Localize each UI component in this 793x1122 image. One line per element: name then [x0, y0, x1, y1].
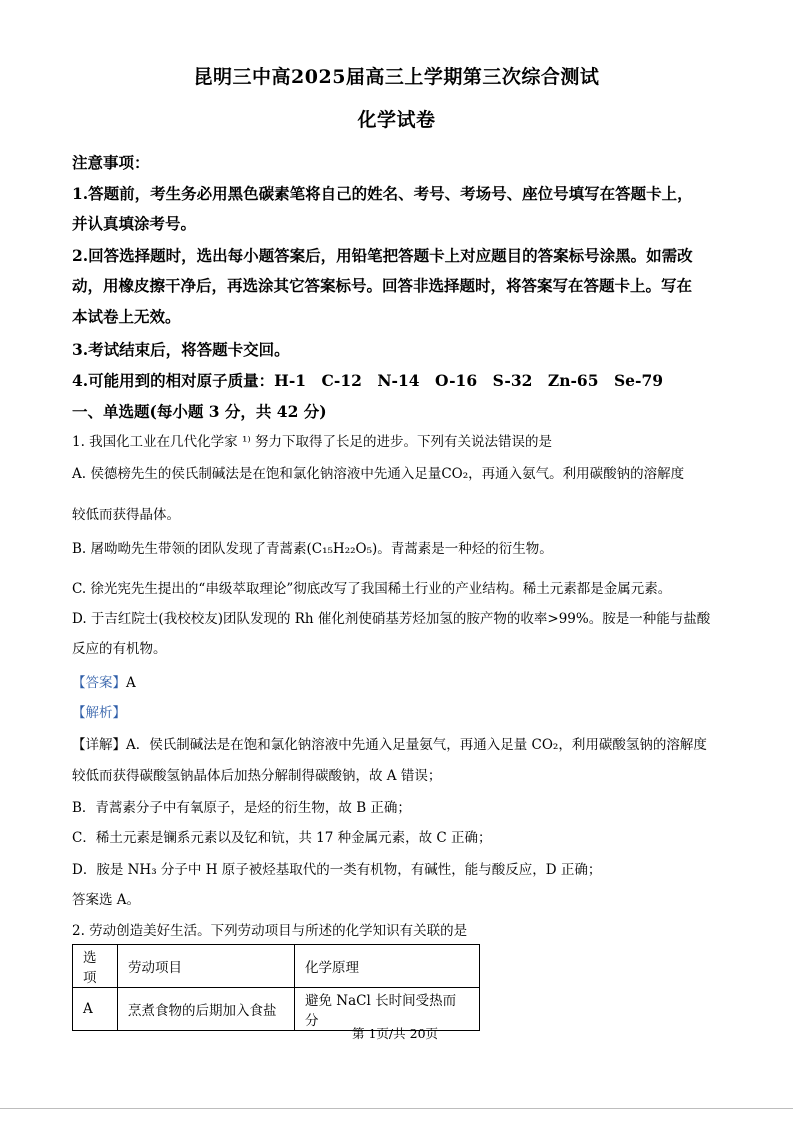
table-header: 化学原理: [295, 945, 480, 988]
answer-row: [72, 671, 136, 691]
detail-line: [72, 733, 707, 753]
question-1-stem: 1. 我国化工业在几代化学家 ¹⁾ 努力下取得了长足的进步。下列有关说法错误的是: [72, 434, 552, 450]
table-header-row: [73, 945, 480, 988]
question-2-stem: 2. 劳动创造美好生活。下列劳动项目与所述的化学知识有关联的是: [72, 923, 468, 939]
table-cell: 避免 NaCl 长时间受热而分: [295, 988, 480, 1031]
table-header: 选项: [73, 945, 118, 988]
conclusion: 答案选 A。: [72, 892, 141, 908]
notes-line: 动，用橡皮擦干净后，再选涂其它答案标号。回答非选择题时，将答案写在答题卡上。写在: [72, 276, 693, 295]
analysis-label: 【解析】: [72, 705, 126, 721]
notes-line: 4.可能用到的相对原子质量：H-1 C-12 N-14 O-16 S-32 Zn-65 Se-79: [72, 371, 664, 390]
question-1-option-b: B. 屠呦呦先生带领的团队发现了青蒿素(C₁₅H₂₂O₅)。青蒿素是一种烃的衍生物。: [72, 541, 553, 557]
notes-line: 本试卷上无效。: [72, 307, 181, 326]
question-1-option-c: C. 徐光宪先生提出的“串级萃取理论”彻底改写了我国稀土行业的产业结构。稀土元素都是金属元素。: [72, 581, 672, 597]
detail-line: C．稀土元素是镧系元素以及钇和钪，共 17 种金属元素，故 C 正确；: [72, 830, 492, 846]
page-subtitle: 化学试卷: [357, 109, 436, 131]
page-divider: [0, 1108, 793, 1109]
question-1-option-d-cont: 反应的有机物。: [72, 641, 167, 657]
question-1-option-a-cont: 较低而获得晶体。: [72, 507, 180, 523]
table-header: 劳动项目: [118, 945, 295, 988]
question-2-table: [72, 944, 480, 1031]
page-number: 第 1页/共 20页: [352, 1026, 439, 1041]
detail-line: B．青蒿素分子中有氧原子，是烃的衍生物，故 B 正确；: [72, 800, 411, 816]
detail-line: D．胺是 NH₃ 分子中 H 原子被烃基取代的一类有机物，有碱性，能与酸反应，D 正确；: [72, 862, 602, 878]
detail-text: A．侯氏制碱法是在饱和氯化钠溶液中先通入足量氨气，再通入足量 CO₂，利用碳酸氢钠的溶解度: [126, 737, 707, 753]
notes-heading: 注意事项：: [72, 153, 150, 172]
notes-line: 1.答题前，考生务必用黑色碳素笔将自己的姓名、考号、考场号、座位号填写在答题卡上，: [72, 184, 693, 203]
notes-line: 3.考试结束后，将答题卡交回。: [72, 340, 290, 359]
table-cell: 烹煮食物的后期加入食盐: [118, 988, 295, 1031]
answer-value: A: [126, 675, 136, 691]
page-title: 昆明三中高2025届高三上学期第三次综合测试: [193, 66, 600, 88]
notes-line: 并认真填涂考号。: [72, 214, 197, 233]
detail-label: 【详解】: [72, 737, 126, 753]
answer-label: 【答案】: [72, 675, 126, 691]
table-cell: A: [73, 988, 118, 1031]
question-1-option-a: A. 侯德榜先生的侯氏制碱法是在饱和氯化钠溶液中先通入足量CO₂，再通入氨气。利用碳酸钠的溶解度: [72, 466, 685, 482]
question-1-option-d: D. 于吉红院士(我校校友)团队发现的 Rh 催化剂使硝基芳烃加氢的胺产物的收率>99%。胺是一种能与盐酸: [72, 611, 711, 627]
notes-line: 2.回答选择题时，选出每小题答案后，用铅笔把答题卡上对应题目的答案标号涂黑。如需改: [72, 246, 693, 265]
detail-line: 较低而获得碳酸氢钠晶体后加热分解制得碳酸钠，故 A 错误；: [72, 768, 442, 784]
section-heading: 一、单选题(每小题 3 分，共 42 分): [72, 402, 327, 421]
